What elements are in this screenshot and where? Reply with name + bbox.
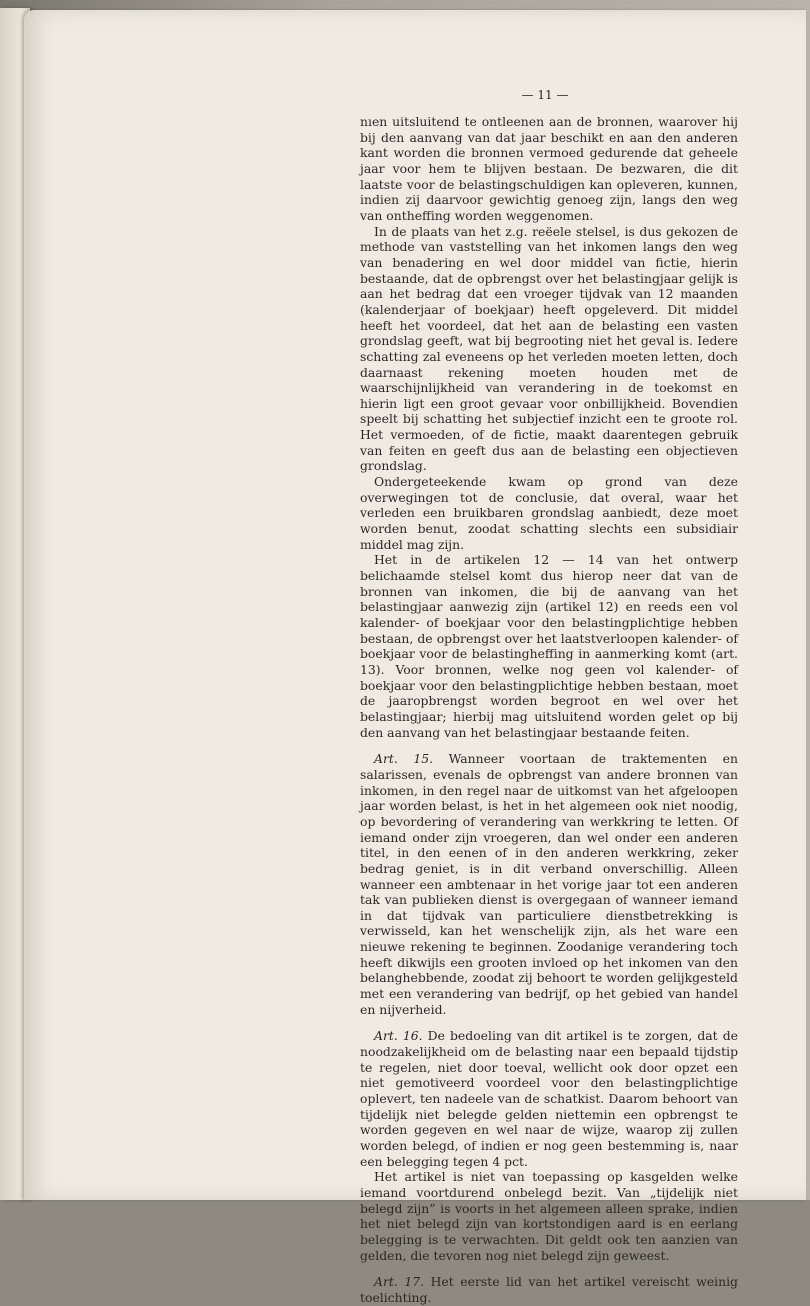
article-16-label: Art. 16.	[374, 1028, 423, 1044]
page-number: — 11 —	[521, 88, 569, 102]
article-15-paragraph	[360, 751, 738, 1017]
section-gap	[360, 740, 738, 751]
article-16-text: De bedoeling van dit artikel is te zorgen, dat de noodzakelijkheid om de belasting naar een bepaald tijdstip te regelen, niet door toeval, wellicht ook door opzet een niet gemotiveerd voordeel voor den belastingplichtige oplevert, ten nadeele van de schatkist. Daarom behoort van tijdelijk niet belegde gelden niettemin een opbrengst te worden gegeven en wel naar de wijze, waarop zij zullen worden belegd, of indien er nog geen bestemming is, naar een belegging tegen 4 pct.	[360, 1028, 738, 1169]
article-16-paragraph	[360, 1028, 738, 1169]
paragraph-kasgelden: Het artikel is niet van toepassing op kasgelden welke iemand voortdurend onbelegd bezit. Van „tijdelijk niet belegd zijn” is voorts in het algemeen alleen sprake, indien het niet belegd zijn van kortstondigen aard is en eerlang belegging is te verwachten. Dit geldt ook ten aanzien van gelden, die tevoren nog niet belegd zijn geweest.	[360, 1169, 738, 1263]
article-17-text: Het eerste lid van het artikel vereischt weinig toelichting.	[360, 1274, 738, 1305]
paragraph-2: In de plaats van het z.g. reëele stelsel, is dus gekozen de methode van vaststelling van het inkomen langs den weg van benadering en wel door middel van fictie, hierin bestaande, dat de opbrengst over het belastingjaar gelijk is aan het bedrag dat een vroeger tijdvak van 12 maanden (kalenderjaar of boekjaar) heeft opgeleverd. Dit middel heeft het voordeel, dat het aan de belasting een vasten grondslag geeft, wat bij begrooting niet het geval is. Iedere schatting zal eveneens op het verleden moeten letten, doch daarnaast rekening moeten houden met de waarschijnlijkheid van verandering in de toekomst en hierin ligt een groot gevaar voor onbillijkheid. Bovendien speelt bij schatting het subjectief inzicht een te groote rol. Het vermoeden, of de fictie, maakt daarentegen gebruik van feiten en geeft dus aan de belasting een objectieven grondslag.	[360, 223, 738, 474]
page-body	[360, 114, 738, 1306]
paragraph-4: Het in de artikelen 12 — 14 van het ontwerp belichaamde stelsel komt dus hierop neer dat van de bronnen van inkomen, die bij de aanvang van het belastingjaar aanwezig zijn (artikel 12) en reeds een vol kalender- of boekjaar voor den belastingplichtige hebben bestaan, de opbrengst over het laatstverloopen kalender- of boekjaar voor de belastingheffing in aanmerking komt (art. 13). Voor bronnen, welke nog geen vol kalender- of boekjaar voor den belastingplichtige hebben bestaan, moet de jaaropbrengst worden begroot en wel over het belastingjaar; hierbij mag uitsluitend worden gelet op bij den aanvang van het belastingjaar bestaande feiten.	[360, 552, 738, 740]
section-gap	[360, 1017, 738, 1028]
paragraph-3: Ondergeteekende kwam op grond van deze overwegingen tot de conclusie, dat overal, waar het verleden een bruikbaren grondslag aanbiedt, deze moet worden benut, zoodat schatting slechts een subsidiair middel mag zijn.	[360, 474, 738, 552]
article-15-label: Art. 15.	[374, 751, 434, 767]
article-17-paragraph	[360, 1274, 738, 1305]
article-17-label: Art. 17.	[374, 1274, 425, 1290]
article-15-text: Wanneer voortaan de traktementen en salarissen, evenals de opbrengst van andere bronnen van inkomen, in den regel naar de uitkomst van het afgeloopen jaar worden belast, is het in het algemeen ook niet noodig, op bevordering of verandering van werkkring te letten. Of iemand onder zijn vroegeren, dan wel onder een anderen titel, in den eenen of in den anderen werkkring, zeker bedrag geniet, is in dit verband onverschillig. Alleen wanneer een ambtenaar in het vorige jaar tot een anderen tak van publieken dienst is overgegaan of wanneer iemand in dat tijdvak van particuliere dienstbetrekking is verwisseld, kan het wenschelijk zijn, als het ware een nieuwe rekening te beginnen. Zoodanige verandering toch heeft dikwijls een grooten invloed op het inkomen van den belanghebbende, zoodat zij behoort te worden gelijkgesteld met een verandering van bedrijf, op het gebied van handel en nijverheid.	[360, 751, 738, 1017]
paragraph-1: nıen uitsluitend te ontleenen aan de bronnen, waarover hij bij den aanvang van dat jaar beschikt en aan den anderen kant worden die bronnen vermoed gedurende dat geheele jaar voor hem te blijven bestaan. De bezwaren, die dit laatste voor de belastingschuldigen kan opleveren, kunnen, indien zij daarvoor gewichtig genoeg zijn, langs den weg van ontheffing worden weggenomen.	[360, 114, 738, 223]
section-gap	[360, 1263, 738, 1274]
